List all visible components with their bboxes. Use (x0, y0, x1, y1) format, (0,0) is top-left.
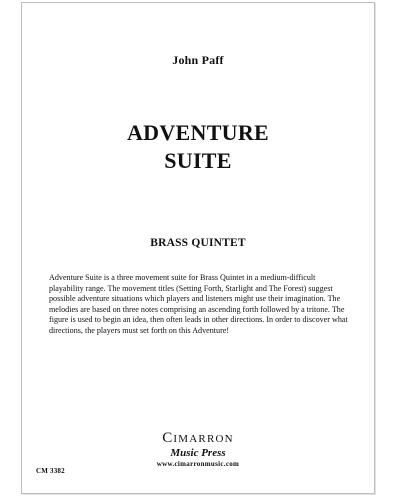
publisher-url: www.cimarronmusic.com (156, 460, 240, 468)
work-description: Adventure Suite is a three movement suite for Brass Quintet in a medium-difficult playability range. The movement titles (Setting Forth, Starlight and The Forest) suggest possible adventure situations which players and listeners might use their imagination. The melodies are based on three notes comprising an ascending forth followed by a tritone. The figure is used to begin an idea, then often leads in other directions. In order to discover what directions, the players must set forth on this Adventure! (49, 273, 348, 335)
work-title-line-1: ADVENTURE (126, 120, 270, 145)
composer-name: John Paff (172, 53, 224, 67)
publisher-name: Cimarron (162, 430, 234, 446)
catalog-number: CM 3382 (36, 467, 65, 475)
work-title-line-2: SUITE (164, 148, 232, 173)
publisher-subtitle: Music Press (170, 447, 226, 459)
work-title (22, 119, 374, 175)
score-cover-page (21, 2, 375, 494)
publisher-logo (22, 429, 374, 469)
instrumentation: BRASS QUINTET (150, 237, 246, 249)
